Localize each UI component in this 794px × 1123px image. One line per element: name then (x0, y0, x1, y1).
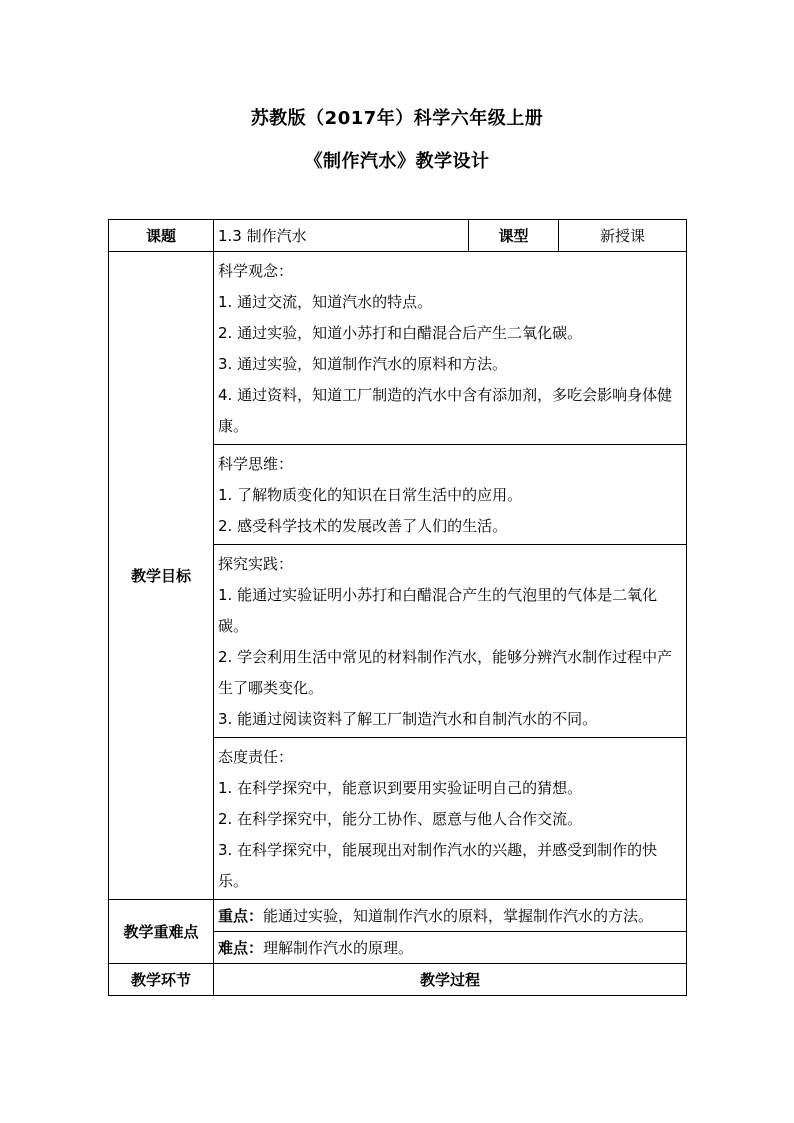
course-value: 1.3 制作汽水 (214, 220, 469, 252)
difficult-point-text: 理解制作汽水的原理。 (263, 939, 414, 957)
process-label: 教学过程 (214, 964, 687, 996)
course-label: 课题 (109, 220, 214, 252)
objective-heading: 科学观念： (218, 262, 294, 280)
objective-item: 1. 在科学探究中，能意识到要用实验证明自己的猜想。 (218, 779, 583, 797)
objective-item: 4. 通过资料，知道工厂制造的汽水中含有添加剂，多吃会影响身体健康。 (218, 386, 673, 435)
objective-item: 1. 了解物质变化的知识在日常生活中的应用。 (218, 486, 523, 504)
stage-label: 教学环节 (109, 964, 214, 996)
objective-item: 2. 感受科学技术的发展改善了人们的生活。 (218, 517, 508, 535)
type-label: 课型 (469, 220, 559, 252)
difficult-point-prefix: 难点： (218, 939, 264, 957)
objective-heading: 科学思维： (218, 455, 294, 473)
objective-item: 1. 能通过实验证明小苏打和白醋混合产生的气泡里的气体是二氧化碳。 (218, 586, 658, 635)
objectives-label: 教学目标 (109, 252, 214, 900)
objective-item: 2. 学会利用生活中常见的材料制作汽水，能够分辨汽水制作过程中产生了哪类变化。 (218, 648, 673, 697)
objective-section (214, 252, 687, 445)
key-points-label: 教学重难点 (109, 900, 214, 964)
objective-item: 2. 通过实验，知道小苏打和白醋混合后产生二氧化碳。 (218, 324, 583, 342)
key-point-text: 能通过实验，知道制作汽水的原料，掌握制作汽水的方法。 (263, 907, 654, 925)
objective-section (214, 545, 687, 738)
objective-item: 3. 通过实验，知道制作汽水的原料和方法。 (218, 355, 508, 373)
objectives-row-concept (109, 252, 687, 445)
objective-heading: 探究实践： (218, 555, 294, 573)
type-value: 新授课 (559, 220, 687, 252)
process-header-row (109, 964, 687, 996)
document-title: 苏教版（2017年）科学六年级上册 (250, 108, 544, 129)
objective-item: 1. 通过交流，知道汽水的特点。 (218, 293, 433, 311)
objective-item: 3. 在科学探究中，能展现出对制作汽水的兴趣，并感受到制作的快乐。 (218, 841, 658, 890)
objective-item: 3. 能通过阅读资料了解工厂制造汽水和自制汽水的不同。 (218, 710, 598, 728)
key-point (214, 900, 687, 932)
lesson-plan-table (108, 219, 687, 996)
objective-section (214, 738, 687, 900)
objective-heading: 态度责任： (218, 748, 294, 766)
objective-item: 2. 在科学探究中，能分工协作、愿意与他人合作交流。 (218, 810, 583, 828)
difficult-point (214, 932, 687, 964)
document-subtitle: 《制作汽水》教学设计 (304, 151, 490, 172)
key-point-prefix: 重点： (218, 907, 264, 925)
course-row (109, 220, 687, 252)
objective-section (214, 445, 687, 545)
key-point-row (109, 900, 687, 932)
